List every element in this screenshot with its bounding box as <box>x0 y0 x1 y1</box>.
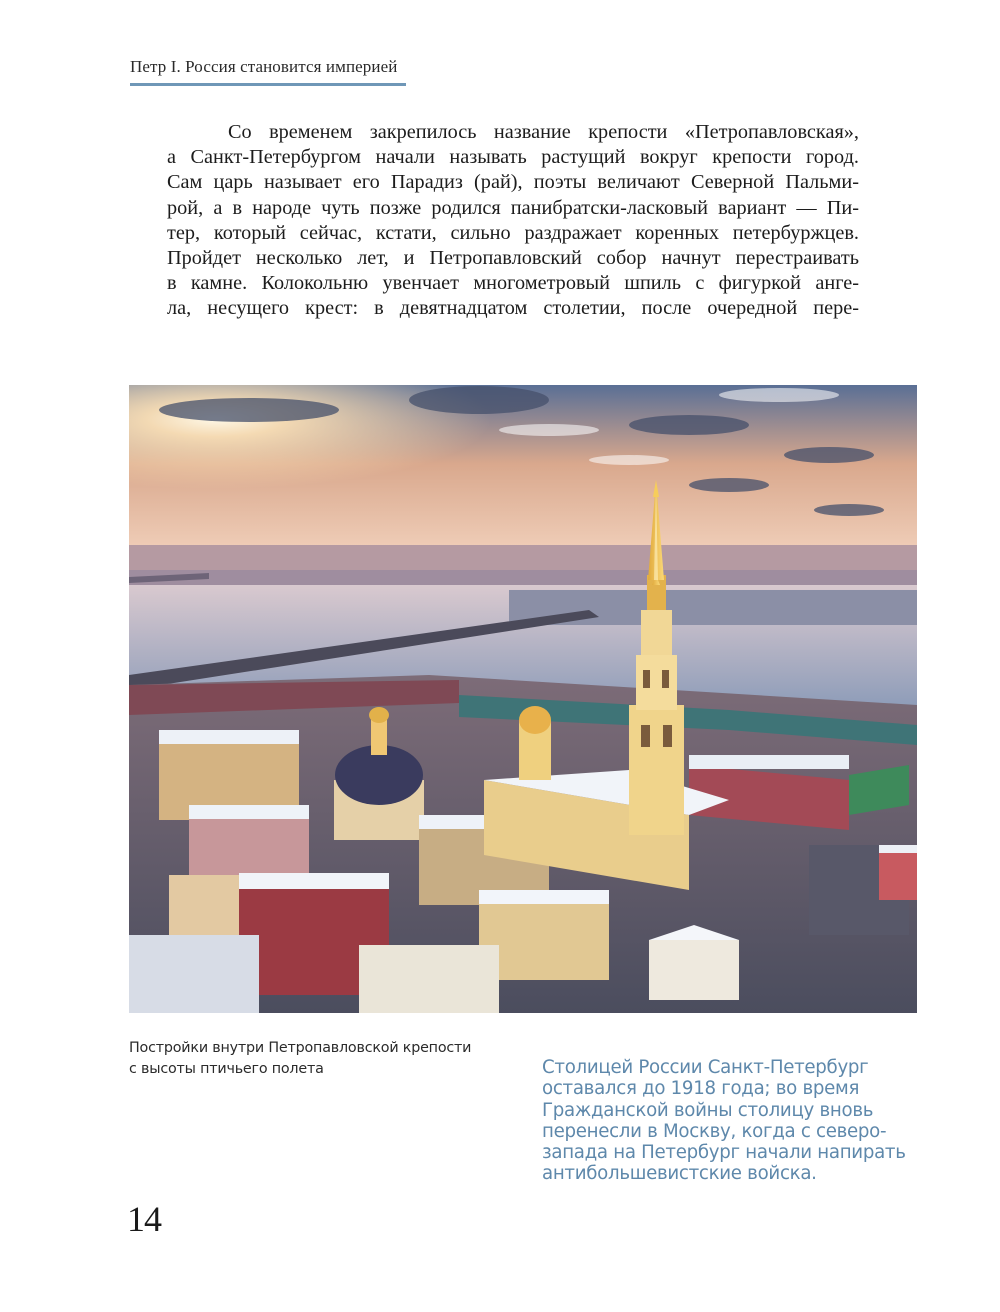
body-line: Сам царь называет его Парадиз (рай), поэты величают Северной Пальми- <box>167 171 859 194</box>
fortress-illustration <box>129 385 917 1013</box>
body-line: Со временем закрепилось название крепости «Петропавловская», <box>228 121 859 143</box>
body-line: рой, а в народе чуть позже родился панибратски-ласковый вариант — Пи- <box>167 196 859 219</box>
sidenote-line: запада на Петербург начали напирать <box>542 1142 906 1164</box>
caption-line: с высоты птичьего полета <box>129 1061 324 1077</box>
body-line: в камне. Колокольню увенчает многометровый шпиль с фигуркой анге- <box>167 272 859 295</box>
sidenote-line: оставался до 1918 года; во время <box>542 1078 860 1100</box>
photo-caption <box>129 1038 489 1080</box>
caption-line: Постройки внутри Петропавловской крепости <box>129 1040 472 1056</box>
sidenote <box>542 1057 906 1185</box>
sidenote-line: перенесли в Москву, когда с северо- <box>542 1120 887 1142</box>
sidenote-line: Столицей России Санкт-Петербург <box>542 1057 869 1078</box>
page-number: 14 <box>127 1199 161 1239</box>
sidenote-line: Гражданской войны столицу вновь <box>542 1099 874 1121</box>
body-line: Пройдет несколько лет, и Петропавловский собор начнут перестраивать <box>167 247 859 270</box>
fortress-photo <box>129 385 917 1013</box>
body-line: а Санкт-Петербургом начали называть растущий вокруг крепости город. <box>167 146 859 169</box>
body-line: тер, который сейчас, кстати, сильно раздражает коренных петербуржцев. <box>167 221 859 244</box>
running-title: Петр I. Россия становится империей <box>130 57 398 76</box>
body-line: ла, несущего крест: в девятнадцатом столетии, после очередной пере- <box>167 297 859 320</box>
body-paragraph <box>167 120 859 322</box>
running-header <box>130 57 406 86</box>
sidenote-line: антибольшевистские войска. <box>542 1163 817 1185</box>
